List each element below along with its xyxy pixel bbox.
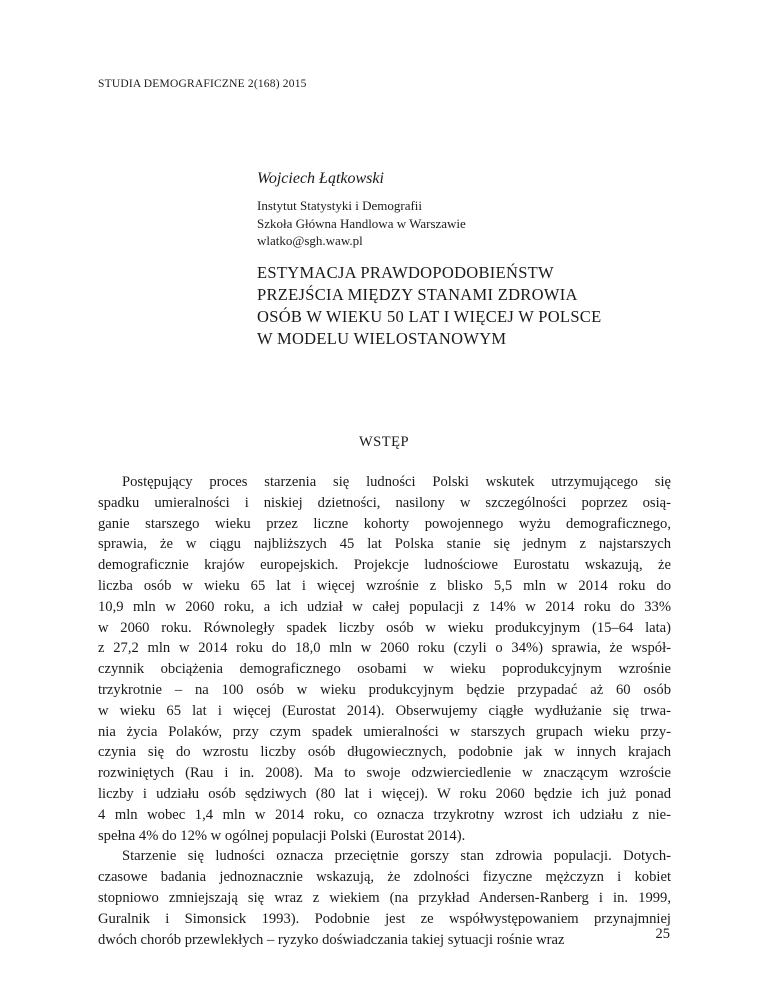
title-line: ESTYMACJA PRAWDOPODOBIEŃSTW [257,263,554,282]
paragraph-line: 10,9 mln w 2060 roku, a ich udział w całej populacji z 14% w 2014 roku do 33% [98,598,671,615]
paragraph [98,472,671,846]
paragraph-line: z 27,2 mln w 2014 roku do 18,0 mln w 2060 roku (czyli o 34%) sprawia, że współ- [98,640,671,657]
paragraph-line: Starzenie się ludności oznacza przeciętnie gorszy stan zdrowia populacji. Dotych- [122,848,671,865]
paragraph-line: demograficznie krajów europejskich. Projekcje ludnościowe Eurostatu wskazują, że [98,557,671,574]
title-line: OSÓB W WIEKU 50 LAT I WIĘCEJ W POLSCE [257,307,602,326]
paragraph-line: stopniowo zmniejszają się wraz z wiekiem (na przykład Andersen-Ranberg i in. 1999, [98,889,671,906]
paragraph-line: spadku umieralności i niskiej dzietności, nasilony w szczególności poprzez osią- [98,494,671,511]
paragraph-line: 4 mln wobec 1,4 mln w 2014 roku, co oznacza trzykrotny wzrost ich udziału z nie- [98,806,671,823]
title-line: PRZEJŚCIA MIĘDZY STANAMI ZDROWIA [257,285,578,304]
paragraph-line: w wieku 65 lat i więcej (Eurostat 2014). Obserwujemy ciągłe wydłużanie się trwa- [98,702,671,719]
paragraph-line: nia życia Polaków, przy czym spadek umieralności w starszych grupach wieku przy- [98,723,671,740]
title-line: W MODELU WIELOSTANOWYM [257,329,507,348]
paragraph-line: sprawia, że w ciągu najbliższych 45 lat Polska stanie się jednym z najstarszych [98,536,671,553]
author-block [257,170,677,250]
affiliation-school: Szkoła Główna Handlowa w Warszawie [257,215,466,231]
paragraph-line: w 2060 roku. Równoległy spadek liczby osób w wieku produkcyjnym (15–64 lata) [98,619,671,636]
section-heading: WSTĘP [358,434,410,450]
paragraph-line: dwóch chorób przewlekłych – ryzyko doświadczania takiej sytuacji rośnie wraz [98,931,565,948]
paragraph-line: liczby i udziału osób sędziwych (80 lat i więcej). W roku 2060 będzie ich już ponad [98,785,671,802]
paragraph-line: trzykrotnie – na 100 osób w wieku produkcyjnym będzie przypadać aż 60 osób [98,681,671,698]
paragraph-line: czynnik obciążenia demograficznego osobami w wieku poprodukcyjnym wzrośnie [98,661,671,678]
author-name: Wojciech Łątkowski [257,170,384,187]
paragraph-line: czasowe badania jednoznacznie wskazują, że zdolności fizyczne mężczyzn i kobiet [98,869,671,886]
paragraph-line: rozwiniętych (Rau i in. 2008). Ma to swoje odzwierciedlenie w znaczącym wzroście [98,765,671,782]
paragraph [98,846,671,950]
page-number: 25 [655,926,670,942]
paragraph-line: spełna 4% do 12% w ogólnej populacji Polski (Eurostat 2014). [98,827,466,844]
paper-title [257,262,677,350]
author-email: wlatko@sgh.waw.pl [257,233,363,248]
running-head: STUDIA DEMOGRAFICZNE 2(168) 2015 [98,78,307,90]
body-text [98,472,671,950]
affiliation-institute: Instytut Statystyki i Demografii [257,198,423,213]
paragraph-line: liczba osób w wieku 65 lat i więcej wzrośnie z blisko 5,5 mln w 2014 roku do [98,577,671,594]
paragraph-line: Guralnik i Simonsick 1993). Podobnie jest ze współwystępowaniem przynajmniej [98,910,671,927]
paragraph-line: czynia się do wzrostu liczby osób długowiecznych, podobnie jak w innych krajach [98,744,671,761]
paragraph-line: ganie starszego wieku przez liczne kohorty powojennego wyżu demograficznego, [98,515,671,532]
paragraph-line: Postępujący proces starzenia się ludności Polski wskutek utrzymującego się [122,474,671,490]
